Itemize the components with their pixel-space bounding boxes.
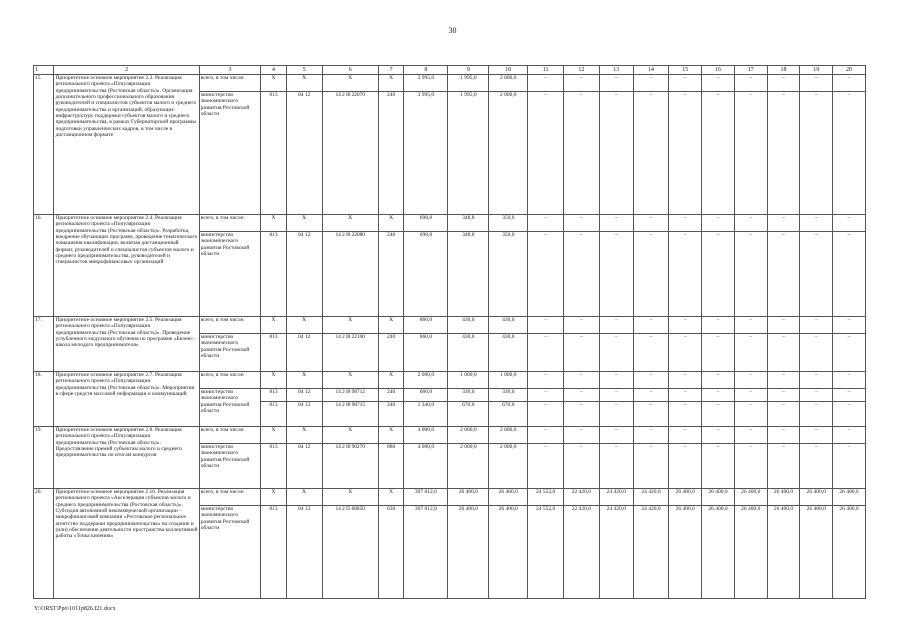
year-amount-cell: – [669, 389, 702, 402]
year-amount-cell: – [833, 402, 866, 427]
year-amount-cell: – [702, 444, 735, 489]
year-amount-cell: – [800, 427, 833, 444]
table-row [34, 317, 866, 334]
total-amount-cell: 3 995,0 [404, 75, 448, 92]
grbs-code-cell: 813 [261, 402, 287, 427]
total-amount-cell: 3 995,0 [404, 92, 448, 215]
executor-cell: всего, в том числе: [199, 75, 260, 92]
year-amount-cell: – [800, 389, 833, 402]
executor-cell: министерство экономического развития Ростовской области [199, 389, 260, 427]
year-amount-cell: – [800, 334, 833, 372]
vr-code-cell: 240 [378, 232, 404, 317]
total-amount-cell: 2 000,0 [404, 372, 448, 389]
year-amount-cell: – [599, 402, 633, 427]
column-number-row [34, 66, 866, 75]
year-amount-cell: – [528, 389, 564, 402]
year-amount-cell: – [633, 92, 669, 215]
year-amount-cell: 348,8 [448, 232, 489, 317]
year-amount-cell: – [833, 215, 866, 232]
table-row [34, 215, 866, 232]
year-amount-cell: 26 400,0 [669, 489, 702, 506]
year-amount-cell: – [633, 232, 669, 317]
year-amount-cell: – [734, 444, 767, 489]
year-amount-cell: – [767, 317, 800, 334]
year-amount-cell: – [702, 75, 735, 92]
year-amount-cell: – [800, 215, 833, 232]
column-number-7: 7 [378, 66, 404, 75]
year-amount-cell: 430,0 [489, 334, 528, 372]
year-amount-cell: 26 400,0 [800, 506, 833, 599]
row-number: 17. [34, 317, 54, 372]
column-number-2: 2 [54, 66, 199, 75]
year-amount-cell: – [528, 427, 564, 444]
year-amount-cell: – [734, 75, 767, 92]
year-amount-cell: – [767, 92, 800, 215]
year-amount-cell: 22 420,0 [564, 506, 600, 599]
year-amount-cell: – [702, 372, 735, 389]
vr-code-cell: X [378, 427, 404, 444]
year-amount-cell: – [669, 232, 702, 317]
year-amount-cell: – [564, 372, 600, 389]
year-amount-cell: – [702, 317, 735, 334]
year-amount-cell: 670,0 [489, 402, 528, 427]
activity-description: Приоритетное основное мероприятие 2.7. Реализация регионального проекта «Популяризация предпринимательства (Ростовская область)». Мероприятия в сфере средств массовой информации и коммуникаций [54, 372, 199, 427]
csr-code-cell: 14 2 I8 22080 [322, 232, 378, 317]
year-amount-cell: 2 000,0 [448, 427, 489, 444]
grbs-code-cell: X [261, 215, 287, 232]
column-number-5: 5 [286, 66, 322, 75]
year-amount-cell: – [528, 444, 564, 489]
year-amount-cell: 1 000,0 [489, 372, 528, 389]
year-amount-cell: – [528, 402, 564, 427]
total-amount-cell: 698,8 [404, 215, 448, 232]
year-amount-cell: – [767, 372, 800, 389]
column-number-10: 10 [489, 66, 528, 75]
year-amount-cell: 348,8 [448, 215, 489, 232]
executor-cell: министерство экономического развития Ростовской области [199, 232, 260, 317]
grbs-code-cell: X [261, 317, 287, 334]
year-amount-cell: – [599, 92, 633, 215]
year-amount-cell: – [528, 92, 564, 215]
column-number-16: 16 [702, 66, 735, 75]
rzpr-code-cell: 04 12 [286, 402, 322, 427]
year-amount-cell: 24 420,0 [599, 489, 633, 506]
table-row [34, 372, 866, 389]
vr-code-cell: X [378, 75, 404, 92]
csr-code-cell: X [322, 427, 378, 444]
csr-code-cell: 14 2 I8 98712 [322, 389, 378, 402]
year-amount-cell: – [599, 372, 633, 389]
year-amount-cell: – [734, 389, 767, 402]
year-amount-cell: – [633, 317, 669, 334]
total-amount-cell: 4 000,0 [404, 444, 448, 489]
year-amount-cell: – [767, 402, 800, 427]
grbs-code-cell: 813 [261, 506, 287, 599]
year-amount-cell: – [669, 427, 702, 444]
year-amount-cell: – [564, 402, 600, 427]
year-amount-cell: – [702, 334, 735, 372]
year-amount-cell: – [833, 317, 866, 334]
year-amount-cell: – [564, 389, 600, 402]
executor-cell: всего, в том числе: [199, 427, 260, 444]
year-amount-cell: – [633, 427, 669, 444]
year-amount-cell: 430,0 [448, 334, 489, 372]
footer-file-path: Y:\ORST\Ppo\1011p826.f21.docx [34, 606, 116, 612]
year-amount-cell: – [564, 232, 600, 317]
column-number-18: 18 [767, 66, 800, 75]
year-amount-cell: – [833, 334, 866, 372]
column-number-4: 4 [261, 66, 287, 75]
year-amount-cell: – [734, 427, 767, 444]
grbs-code-cell: X [261, 75, 287, 92]
total-amount-cell: 860,0 [404, 334, 448, 372]
rzpr-code-cell: X [286, 489, 322, 506]
year-amount-cell: – [702, 215, 735, 232]
year-amount-cell: – [669, 317, 702, 334]
year-amount-cell: 26 400,0 [767, 489, 800, 506]
year-amount-cell: 26 400,0 [702, 489, 735, 506]
year-amount-cell: – [528, 215, 564, 232]
executor-cell: министерство экономического развития Ростовской области [199, 334, 260, 372]
year-amount-cell: – [767, 215, 800, 232]
year-amount-cell: – [734, 334, 767, 372]
rzpr-code-cell: X [286, 372, 322, 389]
year-amount-cell: – [633, 444, 669, 489]
year-amount-cell: – [528, 317, 564, 334]
year-amount-cell: 2 000,0 [489, 427, 528, 444]
total-amount-cell: 860,0 [404, 317, 448, 334]
year-amount-cell: – [633, 372, 669, 389]
grbs-code-cell: X [261, 427, 287, 444]
year-amount-cell: – [702, 402, 735, 427]
year-amount-cell: – [833, 92, 866, 215]
vr-code-cell: 240 [378, 389, 404, 402]
year-amount-cell: – [564, 427, 600, 444]
rzpr-code-cell: 04 12 [286, 389, 322, 402]
column-number-1: 1 [34, 66, 54, 75]
year-amount-cell: – [800, 92, 833, 215]
year-amount-cell: – [800, 232, 833, 317]
year-amount-cell: – [564, 317, 600, 334]
year-amount-cell: – [669, 444, 702, 489]
year-amount-cell: – [833, 372, 866, 389]
year-amount-cell: – [702, 232, 735, 317]
grbs-code-cell: X [261, 372, 287, 389]
csr-code-cell: X [322, 317, 378, 334]
year-amount-cell: – [734, 215, 767, 232]
year-amount-cell: – [599, 427, 633, 444]
column-number-8: 8 [404, 66, 448, 75]
year-amount-cell: – [633, 215, 669, 232]
activity-description: Приоритетное основное мероприятие 2.3. Реализация регионального проекта «Популяризация предпринимательства (Ростовская область)». Организация дополнительного профессионального образования руководителей и специалистов субъектов малого и среднего предпринимательства и организаций, образующих инфраструктуру поддержки субъектов малого и среднего предпринимательства, в рамках Губернаторской программы подготовки управленческих кадров, в том числе в дистанционном формате [54, 75, 199, 215]
year-amount-cell: 26 400,0 [833, 506, 866, 599]
year-amount-cell: – [564, 444, 600, 489]
year-amount-cell: – [599, 232, 633, 317]
year-amount-cell: 330,0 [489, 389, 528, 402]
rzpr-code-cell: 04 12 [286, 444, 322, 489]
vr-code-cell: 880 [378, 444, 404, 489]
column-number-12: 12 [564, 66, 600, 75]
total-amount-cell: 307 012,0 [404, 506, 448, 599]
column-number-19: 19 [800, 66, 833, 75]
row-number: 19. [34, 427, 54, 489]
year-amount-cell: – [734, 92, 767, 215]
year-amount-cell: – [702, 92, 735, 215]
year-amount-cell: 1 000,0 [448, 372, 489, 389]
activity-description: Приоритетное основное мероприятие 2.5. Реализация регионального проекта «Популяризация предпринимательства (Ростовская область)». Проведение углубленного модульного обучения по программе «Бизнес-школа молодого предпринимателя» [54, 317, 199, 372]
year-amount-cell: – [564, 75, 600, 92]
row-number: 15. [34, 75, 54, 215]
vr-code-cell: 630 [378, 506, 404, 599]
page-number: 30 [448, 26, 457, 35]
year-amount-cell: – [833, 232, 866, 317]
rzpr-code-cell: X [286, 75, 322, 92]
year-amount-cell: 2 000,0 [448, 444, 489, 489]
csr-code-cell: X [322, 372, 378, 389]
year-amount-cell: – [767, 427, 800, 444]
table-row [34, 489, 866, 506]
executor-cell: министерство экономического развития Ростовской области [199, 92, 260, 215]
year-amount-cell: 26 400,0 [489, 489, 528, 506]
year-amount-cell: 430,0 [489, 317, 528, 334]
year-amount-cell: – [564, 215, 600, 232]
year-amount-cell: – [599, 389, 633, 402]
year-amount-cell: – [669, 92, 702, 215]
csr-code-cell: 14 2 I8 90270 [322, 444, 378, 489]
column-number-15: 15 [669, 66, 702, 75]
rzpr-code-cell: 04 12 [286, 232, 322, 317]
year-amount-cell: – [734, 372, 767, 389]
year-amount-cell: – [833, 427, 866, 444]
year-amount-cell: 350,0 [489, 215, 528, 232]
total-amount-cell: 1 340,0 [404, 402, 448, 427]
year-amount-cell: – [528, 75, 564, 92]
year-amount-cell: – [564, 334, 600, 372]
vr-code-cell: X [378, 372, 404, 389]
year-amount-cell: – [767, 75, 800, 92]
vr-code-cell: 240 [378, 402, 404, 427]
activity-description: Приоритетное основное мероприятие 2.8. Реализация регионального проекта «Популяризация предпринимательства (Ростовская область)». Предоставление премий субъектам малого и среднего предпринимательства по итогам конкурсов [54, 427, 199, 489]
year-amount-cell: – [564, 92, 600, 215]
table-row [34, 427, 866, 444]
column-number-13: 13 [599, 66, 633, 75]
year-amount-cell: 2 000,0 [489, 75, 528, 92]
year-amount-cell: – [599, 215, 633, 232]
year-amount-cell: – [767, 232, 800, 317]
executor-cell: министерство экономического развития Ростовской области [199, 506, 260, 599]
year-amount-cell: – [528, 372, 564, 389]
year-amount-cell: 26 400,0 [800, 489, 833, 506]
table-row [34, 75, 866, 92]
rzpr-code-cell: 04 12 [286, 334, 322, 372]
year-amount-cell: – [833, 75, 866, 92]
year-amount-cell: 26 400,0 [669, 506, 702, 599]
year-amount-cell: 24 420,0 [633, 489, 669, 506]
column-number-3: 3 [199, 66, 260, 75]
year-amount-cell: 22 420,0 [564, 489, 600, 506]
csr-code-cell: 14 2 I8 98715 [322, 402, 378, 427]
year-amount-cell: 330,0 [448, 389, 489, 402]
vr-code-cell: X [378, 215, 404, 232]
row-number: 18. [34, 372, 54, 427]
executor-cell: всего, в том числе: [199, 489, 260, 506]
vr-code-cell: 240 [378, 334, 404, 372]
year-amount-cell: 350,0 [489, 232, 528, 317]
csr-code-cell: X [322, 215, 378, 232]
grbs-code-cell: 813 [261, 444, 287, 489]
year-amount-cell: – [734, 317, 767, 334]
year-amount-cell: 24 552,0 [528, 489, 564, 506]
year-amount-cell: – [767, 334, 800, 372]
budget-table [33, 65, 866, 599]
rzpr-code-cell: 04 12 [286, 92, 322, 215]
total-amount-cell: 307 012,0 [404, 489, 448, 506]
year-amount-cell: – [599, 334, 633, 372]
vr-code-cell: X [378, 317, 404, 334]
total-amount-cell: 4 000,0 [404, 427, 448, 444]
year-amount-cell: 26 400,0 [734, 489, 767, 506]
executor-cell: всего, в том числе: [199, 215, 260, 232]
year-amount-cell: 670,0 [448, 402, 489, 427]
year-amount-cell: – [734, 402, 767, 427]
row-number: 20. [34, 489, 54, 599]
csr-code-cell: X [322, 75, 378, 92]
year-amount-cell: – [633, 334, 669, 372]
year-amount-cell: 24 420,0 [633, 506, 669, 599]
grbs-code-cell: X [261, 489, 287, 506]
column-number-9: 9 [448, 66, 489, 75]
year-amount-cell: 1 995,0 [448, 92, 489, 215]
total-amount-cell: 660,0 [404, 389, 448, 402]
vr-code-cell: X [378, 489, 404, 506]
year-amount-cell: 430,0 [448, 317, 489, 334]
year-amount-cell: – [800, 444, 833, 489]
year-amount-cell: – [669, 334, 702, 372]
year-amount-cell: 26 400,0 [448, 506, 489, 599]
year-amount-cell: – [599, 317, 633, 334]
csr-code-cell: 14 2 I8 22100 [322, 334, 378, 372]
column-number-14: 14 [633, 66, 669, 75]
year-amount-cell: – [833, 444, 866, 489]
year-amount-cell: – [669, 402, 702, 427]
csr-code-cell: 14 2 I5 68850 [322, 506, 378, 599]
rzpr-code-cell: X [286, 215, 322, 232]
year-amount-cell: 2 000,0 [489, 444, 528, 489]
year-amount-cell: 26 400,0 [489, 506, 528, 599]
vr-code-cell: 240 [378, 92, 404, 215]
year-amount-cell: – [669, 372, 702, 389]
year-amount-cell: – [767, 444, 800, 489]
year-amount-cell: 26 400,0 [833, 489, 866, 506]
year-amount-cell: 26 400,0 [767, 506, 800, 599]
executor-cell: министерство экономического развития Ростовской области [199, 444, 260, 489]
year-amount-cell: – [800, 402, 833, 427]
rzpr-code-cell: X [286, 317, 322, 334]
column-number-17: 17 [734, 66, 767, 75]
column-number-6: 6 [322, 66, 378, 75]
executor-cell: всего, в том числе: [199, 317, 260, 334]
year-amount-cell: – [800, 75, 833, 92]
year-amount-cell: – [528, 334, 564, 372]
executor-cell: всего, в том числе: [199, 372, 260, 389]
row-number: 16. [34, 215, 54, 317]
table-body [34, 66, 866, 599]
year-amount-cell: – [633, 402, 669, 427]
year-amount-cell: – [528, 232, 564, 317]
activity-description: Приоритетное основное мероприятие 2.4. Реализация регионального проекта «Популяризация предпринимательства (Ростовская область)». Разработка, внедрение обучающих программ, проведение тематического повышения квалификации, включая дистанционный формат, руководителей и специалистов субъектов малого и среднего предпринимательства, руководителей и специалистов микрофинансовых организаций [54, 215, 199, 317]
rzpr-code-cell: 04 12 [286, 506, 322, 599]
year-amount-cell: – [702, 389, 735, 402]
year-amount-cell: 24 420,0 [599, 506, 633, 599]
year-amount-cell: 1 995,0 [448, 75, 489, 92]
column-number-11: 11 [528, 66, 564, 75]
year-amount-cell: 26 400,0 [702, 506, 735, 599]
grbs-code-cell: 813 [261, 232, 287, 317]
year-amount-cell: – [669, 215, 702, 232]
year-amount-cell: 2 000,0 [489, 92, 528, 215]
rzpr-code-cell: X [286, 427, 322, 444]
year-amount-cell: – [633, 389, 669, 402]
year-amount-cell: – [734, 232, 767, 317]
year-amount-cell: – [633, 75, 669, 92]
year-amount-cell: 24 552,0 [528, 506, 564, 599]
year-amount-cell: – [702, 427, 735, 444]
grbs-code-cell: 813 [261, 334, 287, 372]
year-amount-cell: – [833, 389, 866, 402]
year-amount-cell: – [599, 75, 633, 92]
csr-code-cell: 14 2 I8 22070 [322, 92, 378, 215]
grbs-code-cell: 813 [261, 389, 287, 402]
total-amount-cell: 698,8 [404, 232, 448, 317]
activity-description: Приоритетное основное мероприятие 2.10. Реализация регионального проекта «Акселерация субъектов малого и среднего предпринимательства (Ростовская область)». Субсидия автономной некоммерческой организации – микрофинансовой компании «Ростовское региональное агентство поддержки предпринимательства» на создание и (или) обеспечение деятельности пространства коллективной работы «Точка кипения» [54, 489, 199, 599]
year-amount-cell: – [767, 389, 800, 402]
year-amount-cell: – [669, 75, 702, 92]
grbs-code-cell: 813 [261, 92, 287, 215]
csr-code-cell: X [322, 489, 378, 506]
year-amount-cell: 26 400,0 [734, 506, 767, 599]
year-amount-cell: – [800, 317, 833, 334]
year-amount-cell: – [800, 372, 833, 389]
year-amount-cell: 26 400,0 [448, 489, 489, 506]
year-amount-cell: – [599, 444, 633, 489]
column-number-20: 20 [833, 66, 866, 75]
